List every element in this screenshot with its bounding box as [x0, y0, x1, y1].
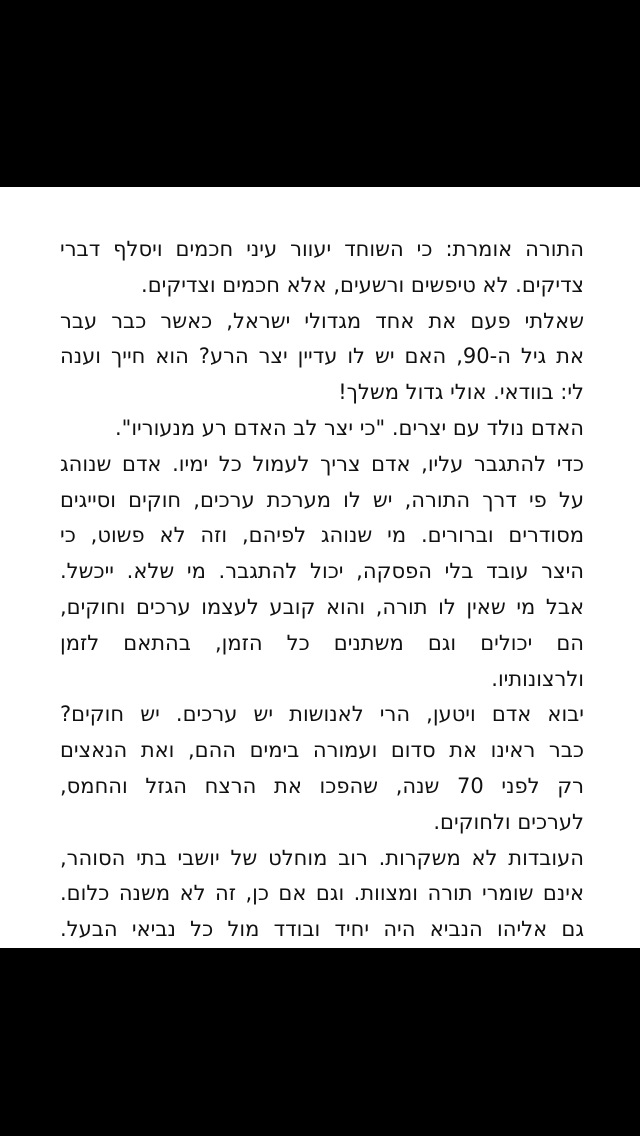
article-line: כבר ראינו את סדום ועמורה בימים ההם, ואת הנאצים — [60, 738, 584, 763]
article-line: האדם נולד עם יצרים. "כי יצר לב האדם רע מנעוריו". — [114, 415, 584, 440]
article-line: שאלתי פעם את אחד מגדולי ישראל, כאשר כבר עבר — [60, 308, 584, 333]
article-line: על פי דרך התורה, יש לו מערכת ערכים, חוקים וסייגים — [60, 487, 584, 512]
article-text — [60, 232, 584, 948]
article-line: אבל מי שאין לו תורה, והוא קובע לעצמו ערכים וחוקים, — [60, 594, 584, 619]
article-line: צדיקים. לא טיפשים ורשעים, אלא חכמים וצדיקים. — [141, 272, 584, 297]
article-line: אינם שומרי תורה ומצוות. וגם אם כן, זה לא משנה כלום. — [60, 881, 584, 906]
top-black-band — [0, 0, 640, 187]
article-line: ולרצונותיו. — [491, 666, 584, 691]
article-line: לי: בוודאי. אולי גדול משלך! — [338, 380, 584, 405]
article-line: הם יכולים וגם משתנים כל הזמן, בהתאם לזמן — [60, 630, 584, 655]
article-line: התורה אומרת: כי השוחד יעוור עיני חכמים ויסלף דברי — [60, 237, 584, 261]
article-line: יבוא אדם ויטען, הרי לאנושות יש ערכים. יש חוקים? — [60, 702, 584, 727]
bottom-black-band — [0, 948, 640, 1136]
article-line: את גיל ה-90, האם יש לו עדיין יצר הרע? הוא חייך וענה — [60, 344, 585, 369]
article-line: גם אליהו הנביא היה יחיד ובודד מול כל נביאי הבעל. — [60, 917, 584, 942]
article-line: כדי להתגבר עליו, אדם צריך לעמול כל ימיו. אדם שנוהג — [60, 451, 584, 476]
article-line: היצר עובד בלי הפסקה, יכול להתגבר. מי שלא. ייכשל. — [60, 559, 584, 584]
article-line: העובדות לא משקרות. רוב מוחלט של יושבי בתי הסוהר, — [60, 845, 584, 870]
article-line: מסודרים וברורים. מי שנוהג לפיהם, וזה לא פשוט, כי — [60, 523, 584, 548]
article-line: רק לפני 70 שנה, שהפכו את הרצח הגזל והחמס, — [60, 773, 584, 798]
article-line: לערכים ולחוקים. — [433, 809, 584, 834]
